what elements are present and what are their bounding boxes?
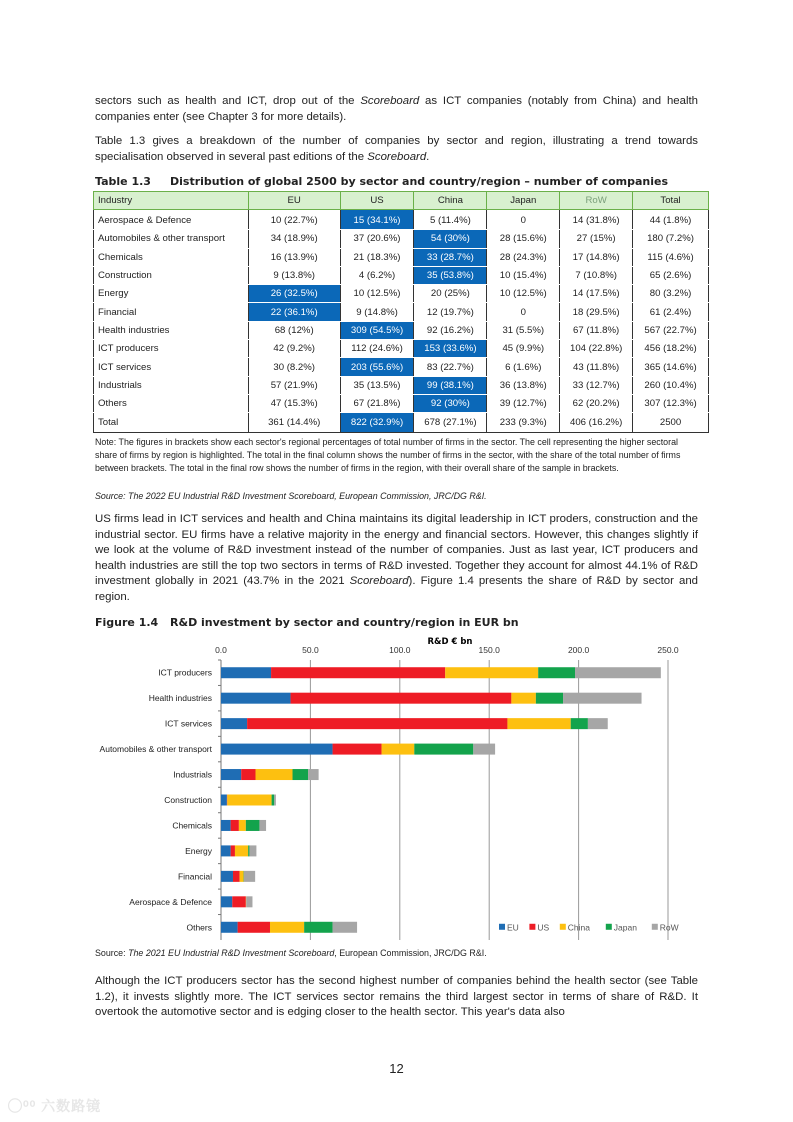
x-tick-label: 200.0 — [567, 645, 590, 655]
bar-eu-segment — [221, 820, 231, 831]
table-row — [94, 340, 709, 358]
value-cell: 10 (12.5%) — [487, 285, 560, 303]
value-cell: 822 (32.9%) — [340, 413, 414, 433]
value-cell: 31 (5.5%) — [487, 321, 560, 339]
text-italic: Scoreboard — [367, 150, 427, 163]
value-cell: 39 (12.7%) — [487, 394, 560, 412]
value-cell: 35 (53.8%) — [414, 266, 487, 284]
value-cell: 15 (34.1%) — [340, 210, 414, 230]
category-label: Energy — [185, 845, 212, 856]
category-label: Automobiles & other transport — [99, 744, 212, 755]
industry-cell: Total — [94, 413, 249, 433]
value-cell: 112 (24.6%) — [340, 340, 414, 358]
value-cell: 36 (13.8%) — [487, 376, 560, 394]
value-cell: 0 — [487, 210, 560, 230]
value-cell: 10 (15.4%) — [487, 266, 560, 284]
value-cell: 18 (29.5%) — [560, 303, 633, 321]
x-axis-title: R&D € bn — [427, 637, 473, 647]
bar-eu-segment — [221, 922, 238, 933]
legend-label-row: RoW — [659, 922, 679, 933]
value-cell: 12 (19.7%) — [414, 303, 487, 321]
value-cell: 7 (10.8%) — [560, 266, 633, 284]
value-cell: 180 (7.2%) — [633, 230, 709, 248]
bar-japan-segment — [248, 845, 249, 856]
value-cell: 5 (11.4%) — [414, 210, 487, 230]
bar-japan-segment — [571, 718, 588, 729]
value-cell: 567 (22.7%) — [633, 321, 709, 339]
value-cell: 47 (15.3%) — [248, 394, 340, 412]
bar-japan-segment — [538, 667, 575, 678]
value-cell: 307 (12.3%) — [633, 394, 709, 412]
value-cell: 42 (9.2%) — [248, 340, 340, 358]
value-cell: 37 (20.6%) — [340, 230, 414, 248]
value-cell: 365 (14.6%) — [633, 358, 709, 376]
value-cell: 92 (30%) — [414, 394, 487, 412]
bar-us-segment — [241, 769, 255, 780]
value-cell: 83 (22.7%) — [414, 358, 487, 376]
industry-cell: Construction — [94, 266, 249, 284]
bar-us-segment — [233, 871, 240, 882]
value-cell: 9 (13.8%) — [248, 266, 340, 284]
figure-number: Figure 1.4 — [95, 616, 159, 629]
bar-row-segment — [563, 693, 641, 704]
bar-us-segment — [231, 845, 235, 856]
value-cell: 27 (15%) — [560, 230, 633, 248]
header-japan: Japan — [487, 192, 560, 210]
bar-japan-segment — [246, 820, 260, 831]
bar-eu-segment — [221, 795, 227, 806]
text-italic: The 2021 EU Industrial R&D Investment Scoreboard — [128, 948, 335, 958]
value-cell: 22 (36.1%) — [248, 303, 340, 321]
value-cell: 28 (24.3%) — [487, 248, 560, 266]
value-cell: 9 (14.8%) — [340, 303, 414, 321]
value-cell: 309 (54.5%) — [340, 321, 414, 339]
header-china: China — [414, 192, 487, 210]
bar-china-segment — [270, 922, 304, 933]
value-cell: 10 (22.7%) — [248, 210, 340, 230]
industry-cell: ICT services — [94, 358, 249, 376]
value-cell: 153 (33.6%) — [414, 340, 487, 358]
bar-row-segment — [308, 769, 319, 780]
text: . — [426, 150, 430, 163]
value-cell: 28 (15.6%) — [487, 230, 560, 248]
figure-title: R&D investment by sector and country/region in EUR bn — [170, 616, 519, 629]
category-label: Chemicals — [172, 820, 212, 831]
industry-cell: Industrials — [94, 376, 249, 394]
rd-investment-chart — [0, 630, 793, 945]
bar-us-segment — [333, 744, 382, 755]
text: ). Figure 1.4 presents the share of R&D by sector and region. — [95, 575, 698, 603]
value-cell: 65 (2.6%) — [633, 266, 709, 284]
bar-eu-segment — [221, 896, 232, 907]
value-cell: 92 (16.2%) — [414, 321, 487, 339]
value-cell: 45 (9.9%) — [487, 340, 560, 358]
value-cell: 21 (18.3%) — [340, 248, 414, 266]
value-cell: 17 (14.8%) — [560, 248, 633, 266]
bar-china-segment — [256, 769, 293, 780]
table-title: Distribution of global 2500 by sector and country/region – number of companies — [170, 175, 669, 188]
x-tick-label: 100.0 — [389, 645, 411, 655]
table-total-row — [94, 413, 709, 433]
text: Source: — [95, 948, 129, 958]
industry-cell: Others — [94, 394, 249, 412]
bar-us-segment — [291, 693, 512, 704]
table-row — [94, 358, 709, 376]
value-cell: 361 (14.4%) — [248, 413, 340, 433]
value-cell: 14 (31.8%) — [560, 210, 633, 230]
value-cell: 678 (27.1%) — [414, 413, 487, 433]
value-cell: 67 (21.8%) — [340, 394, 414, 412]
bar-eu-segment — [221, 845, 231, 856]
value-cell: 99 (38.1%) — [414, 376, 487, 394]
bar-us-segment — [271, 667, 445, 678]
header-total: Total — [633, 192, 709, 210]
table-row — [94, 303, 709, 321]
bar-eu-segment — [221, 667, 271, 678]
category-label: ICT producers — [158, 667, 212, 678]
bar-us-segment — [238, 922, 270, 933]
bar-us-segment — [247, 718, 507, 729]
bar-us-segment — [232, 896, 246, 907]
bar-eu-segment — [221, 769, 241, 780]
bar-eu-segment — [221, 693, 291, 704]
legend-swatch-japan — [606, 924, 612, 930]
bar-row-segment — [259, 820, 266, 831]
category-label: Others — [186, 922, 212, 933]
legend-label-eu: EU — [507, 922, 519, 933]
bar-japan-segment — [272, 795, 275, 806]
value-cell: 30 (8.2%) — [248, 358, 340, 376]
value-cell: 16 (13.9%) — [248, 248, 340, 266]
table-header-row — [94, 192, 709, 210]
table-source: Source: The 2022 EU Industrial R&D Investment Scoreboard, European Commission, JRC/DG R&I. — [95, 491, 487, 501]
text: Table 1.3 gives a breakdown of the number of companies by sector and region, illustrating a trend towards specialisation observed in several past editions of the — [95, 135, 698, 163]
value-cell: 0 — [487, 303, 560, 321]
text: sectors such as health and ICT, drop out of the — [95, 95, 361, 107]
bar-japan-segment — [293, 769, 309, 780]
bar-row-segment — [473, 744, 495, 755]
legend-swatch-row — [652, 924, 658, 930]
value-cell: 34 (18.9%) — [248, 230, 340, 248]
value-cell: 104 (22.8%) — [560, 340, 633, 358]
bar-china-segment — [239, 820, 246, 831]
bar-row-segment — [575, 667, 661, 678]
industry-cell: ICT producers — [94, 340, 249, 358]
bar-china-segment — [507, 718, 570, 729]
table-row — [94, 321, 709, 339]
bar-row-segment — [333, 922, 357, 933]
category-label: Financial — [177, 871, 212, 882]
text-italic: Scoreboard — [360, 95, 420, 107]
table-row — [94, 376, 709, 394]
watermark-logo: ◯⁰⁰ 六数路镜 — [8, 1098, 102, 1114]
bar-china-segment — [445, 667, 538, 678]
value-cell: 68 (12%) — [248, 321, 340, 339]
table-row — [94, 285, 709, 303]
table-number: Table 1.3 — [95, 175, 151, 188]
industry-cell: Chemicals — [94, 248, 249, 266]
bar-us-segment — [231, 820, 239, 831]
value-cell: 44 (1.8%) — [633, 210, 709, 230]
table-caption — [95, 175, 668, 188]
industry-cell: Aerospace & Defence — [94, 210, 249, 230]
value-cell: 57 (21.9%) — [248, 376, 340, 394]
value-cell: 2500 — [633, 413, 709, 433]
text: US firms lead in ICT services and health and China maintains its digital leadership in ICT proders, construction and the industrial sector. EU firms have a relative majority in the energy and financial sectors. However, this changes slightly if we look at the volume of R&D investment instead of the number of companies. Just as last year, ICT producers and health industries are still the top two sectors in terms of R&D invested. Together they account for almost 44.1% of R&D investment globally in 2021 (43.7% in the 2021 — [95, 513, 698, 588]
category-label: ICT services — [164, 718, 212, 729]
sector-region-table — [93, 191, 709, 433]
value-cell: 260 (10.4%) — [633, 376, 709, 394]
text: as ICT companies (notably from China) and health companies enter (see Chapter 3 for more details). — [95, 95, 698, 123]
bar-eu-segment — [221, 871, 233, 882]
header-us: US — [340, 192, 414, 210]
bar-row-segment — [588, 718, 608, 729]
bar-row-segment — [249, 845, 256, 856]
value-cell: 456 (18.2%) — [633, 340, 709, 358]
category-label: Aerospace & Defence — [129, 896, 212, 907]
bar-china-segment — [511, 693, 535, 704]
paragraph-table-intro — [95, 134, 698, 165]
legend-swatch-eu — [499, 924, 505, 930]
industry-cell: Energy — [94, 285, 249, 303]
bar-row-segment — [244, 871, 255, 882]
value-cell: 43 (11.8%) — [560, 358, 633, 376]
category-label: Industrials — [173, 769, 212, 780]
value-cell: 33 (12.7%) — [560, 376, 633, 394]
category-label: Construction — [164, 795, 212, 805]
x-tick-label: 150.0 — [478, 645, 500, 655]
industry-cell: Financial — [94, 303, 249, 321]
value-cell: 20 (25%) — [414, 285, 487, 303]
legend-label-japan: Japan — [613, 922, 637, 933]
bar-china-segment — [227, 795, 271, 806]
value-cell: 67 (11.8%) — [560, 321, 633, 339]
paragraph-conclusion: Although the ICT producers sector has the second highest number of companies behind the health sector (see Table 1.2), it invests slightly more. The ICT services sector remains the third largest sector in terms of share of R&D. It overtook the automotive sector and is edging closer to the health sector. This year's data also — [95, 975, 698, 1019]
industry-cell: Health industries — [94, 321, 249, 339]
legend-swatch-us — [529, 924, 535, 930]
x-tick-label: 0.0 — [215, 645, 227, 655]
x-tick-label: 250.0 — [657, 645, 679, 655]
table-row — [94, 394, 709, 412]
bar-china-segment — [240, 871, 244, 882]
value-cell: 233 (9.3%) — [487, 413, 560, 433]
bar-china-segment — [235, 845, 248, 856]
bar-japan-segment — [304, 922, 332, 933]
value-cell: 203 (55.6%) — [340, 358, 414, 376]
table-row — [94, 230, 709, 248]
paragraph-analysis — [95, 512, 698, 606]
value-cell: 10 (12.5%) — [340, 285, 414, 303]
legend-label-china: China — [567, 922, 591, 933]
value-cell: 54 (30%) — [414, 230, 487, 248]
bar-japan-segment — [414, 744, 473, 755]
table-row — [94, 266, 709, 284]
legend-label-us: US — [537, 922, 550, 933]
paragraph-intro — [95, 94, 698, 125]
text: , European Commission, JRC/DG R&I. — [334, 948, 487, 958]
value-cell: 35 (13.5%) — [340, 376, 414, 394]
figure-caption — [95, 616, 519, 629]
value-cell: 61 (2.4%) — [633, 303, 709, 321]
value-cell: 62 (20.2%) — [560, 394, 633, 412]
value-cell: 26 (32.5%) — [248, 285, 340, 303]
bar-row-segment — [246, 896, 252, 907]
bar-eu-segment — [221, 718, 247, 729]
category-label: Health industries — [148, 693, 212, 704]
page-number: 12 — [389, 1061, 404, 1076]
value-cell: 14 (17.5%) — [560, 285, 633, 303]
table-row — [94, 210, 709, 230]
header-industry: Industry — [94, 192, 249, 210]
value-cell: 33 (28.7%) — [414, 248, 487, 266]
figure-source — [95, 948, 487, 958]
value-cell: 80 (3.2%) — [633, 285, 709, 303]
header-row: RoW — [560, 192, 633, 210]
legend-swatch-china — [560, 924, 566, 930]
table-note: Note: The figures in brackets show each sector's regional percentages of total number of firms in the sector. The cell representing the higher sectoral share of firms by region is highlighted. The total in the final column shows the number of firms in the sector, with the share of the total number of firms between brackets. The total in the final row shows the number of firms in the region, with their overall share of the sample in brackets. — [95, 437, 681, 474]
table-row — [94, 248, 709, 266]
value-cell: 4 (6.2%) — [340, 266, 414, 284]
header-eu: EU — [248, 192, 340, 210]
value-cell: 115 (4.6%) — [633, 248, 709, 266]
bar-eu-segment — [221, 744, 333, 755]
text-italic: Scoreboard — [349, 575, 409, 588]
value-cell: 406 (16.2%) — [560, 413, 633, 433]
industry-cell: Automobiles & other transport — [94, 230, 249, 248]
value-cell: 6 (1.6%) — [487, 358, 560, 376]
bar-row-segment — [274, 795, 276, 806]
x-tick-label: 50.0 — [302, 645, 319, 655]
bar-japan-segment — [536, 693, 563, 704]
bar-china-segment — [382, 744, 415, 755]
